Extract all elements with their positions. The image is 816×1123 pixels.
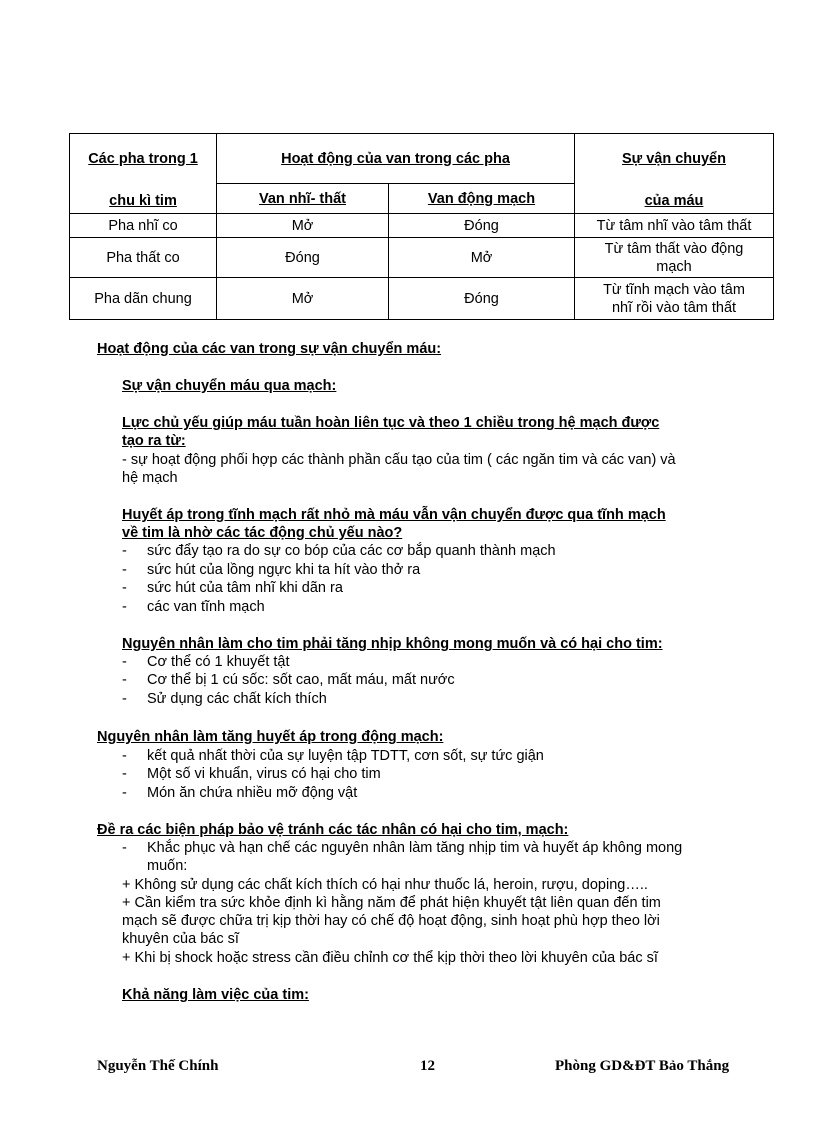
list-item: - sức hút của tâm nhĩ khi dãn ra bbox=[122, 580, 343, 596]
header-blood-flow: Sự vận chuyển của máu bbox=[575, 134, 774, 214]
measure-1: + Không sử dụng các chất kích thích có hại như thuốc lá, heroin, rượu, doping….. bbox=[122, 877, 648, 893]
list-item: - sức đẩy tạo ra do sự co bóp của các cơ bắp quanh thành mạch bbox=[122, 543, 556, 559]
cell-arterial: Mở bbox=[389, 238, 575, 278]
cell-flow: Từ tâm thất vào động mạch bbox=[575, 238, 774, 278]
table-row bbox=[70, 238, 774, 278]
cell-av: Mở bbox=[217, 214, 389, 238]
header-phase: Các pha trong 1 chu kì tim bbox=[70, 134, 217, 214]
cell-phase: Pha nhĩ co bbox=[70, 214, 217, 238]
list-item: - Một số vi khuẩn, virus có hại cho tim bbox=[122, 766, 381, 782]
list-item: - Khắc phục và hạn chế các nguyên nhân làm tăng nhịp tim và huyết áp không mong bbox=[122, 840, 683, 856]
list-item: - sức hút của lồng ngực khi ta hít vào thở ra bbox=[122, 562, 421, 578]
cell-flow: Từ tâm nhĩ vào tâm thất bbox=[575, 214, 774, 238]
question-2: Huyết áp trong tĩnh mạch rất nhỏ mà máu vẫn vận chuyển được qua tĩnh mạch bbox=[122, 507, 666, 523]
answer-1-cont: hệ mạch bbox=[122, 470, 178, 486]
answer-1: - sự hoạt động phối hợp các thành phần cấu tạo của tim ( các ngăn tim và các van) và bbox=[122, 452, 676, 468]
question-1: Lực chủ yếu giúp máu tuần hoàn liên tục và theo 1 chiều trong hệ mạch được bbox=[122, 415, 660, 431]
question-5: Đề ra các biện pháp bảo vệ tránh các tác nhân có hại cho tim, mạch: bbox=[97, 822, 569, 838]
list-item: - Cơ thể có 1 khuyết tật bbox=[122, 654, 290, 670]
cell-phase: Pha dãn chung bbox=[70, 278, 217, 320]
header-av-valve: Van nhĩ- thất bbox=[217, 184, 389, 214]
table-row bbox=[70, 278, 774, 320]
question-3: Nguyên nhân làm cho tim phải tăng nhịp không mong muốn và có hại cho tim: bbox=[122, 636, 663, 652]
footer-organization: Phòng GD&ĐT Bảo Thắng bbox=[555, 1058, 730, 1074]
cell-arterial: Đóng bbox=[389, 278, 575, 320]
measure-2-cont: mạch sẽ được chữa trị kịp thời hay có chế độ hoạt động, sinh hoạt phù hợp theo lời bbox=[122, 913, 660, 929]
list-item: - kết quả nhất thời của sự luyện tập TDTT, cơn sốt, sự tức giận bbox=[122, 748, 544, 764]
list-item: - Cơ thể bị 1 cú sốc: sốt cao, mất máu, mất nước bbox=[122, 672, 455, 688]
heading-valves: Hoạt động của các van trong sự vận chuyển máu: bbox=[97, 341, 442, 357]
footer-page-number: 12 bbox=[420, 1058, 435, 1074]
list-item: - Sử dụng các chất kích thích bbox=[122, 691, 327, 707]
measure-2-cont: khuyên của bác sĩ bbox=[122, 931, 239, 947]
measure-3: + Khi bị shock hoặc stress cần điều chỉnh cơ thể kịp thời theo lời khuyên của bác sĩ bbox=[122, 950, 658, 966]
heart-cycle-table bbox=[69, 133, 774, 320]
cell-av: Mở bbox=[217, 278, 389, 320]
question-4: Nguyên nhân làm tăng huyết áp trong động mạch: bbox=[97, 729, 444, 745]
cell-av: Đóng bbox=[217, 238, 389, 278]
list-item: - các van tĩnh mạch bbox=[122, 599, 265, 615]
header-arterial-valve: Van động mạch bbox=[389, 184, 575, 214]
cell-phase: Pha thất co bbox=[70, 238, 217, 278]
list-item-cont: muốn: bbox=[147, 858, 188, 874]
table-row bbox=[70, 214, 774, 238]
heading-transport: Sự vận chuyển máu qua mạch: bbox=[122, 378, 337, 394]
header-valve-activity: Hoạt động của van trong các pha bbox=[217, 134, 575, 184]
list-item: - Món ăn chứa nhiều mỡ động vật bbox=[122, 785, 358, 801]
heading-capacity: Khả năng làm việc của tim: bbox=[122, 987, 309, 1003]
footer-author: Nguyễn Thế Chính bbox=[97, 1058, 219, 1074]
cell-arterial: Đóng bbox=[389, 214, 575, 238]
question-2-cont: về tim là nhờ các tác động chủ yếu nào? bbox=[122, 525, 403, 541]
question-1-cont: tạo ra từ: bbox=[122, 433, 186, 449]
measure-2: + Cần kiểm tra sức khỏe định kì hằng năm để phát hiện khuyết tật liên quan đến tim bbox=[122, 895, 661, 911]
cell-flow: Từ tĩnh mạch vào tâm nhĩ rồi vào tâm thất bbox=[575, 278, 774, 320]
